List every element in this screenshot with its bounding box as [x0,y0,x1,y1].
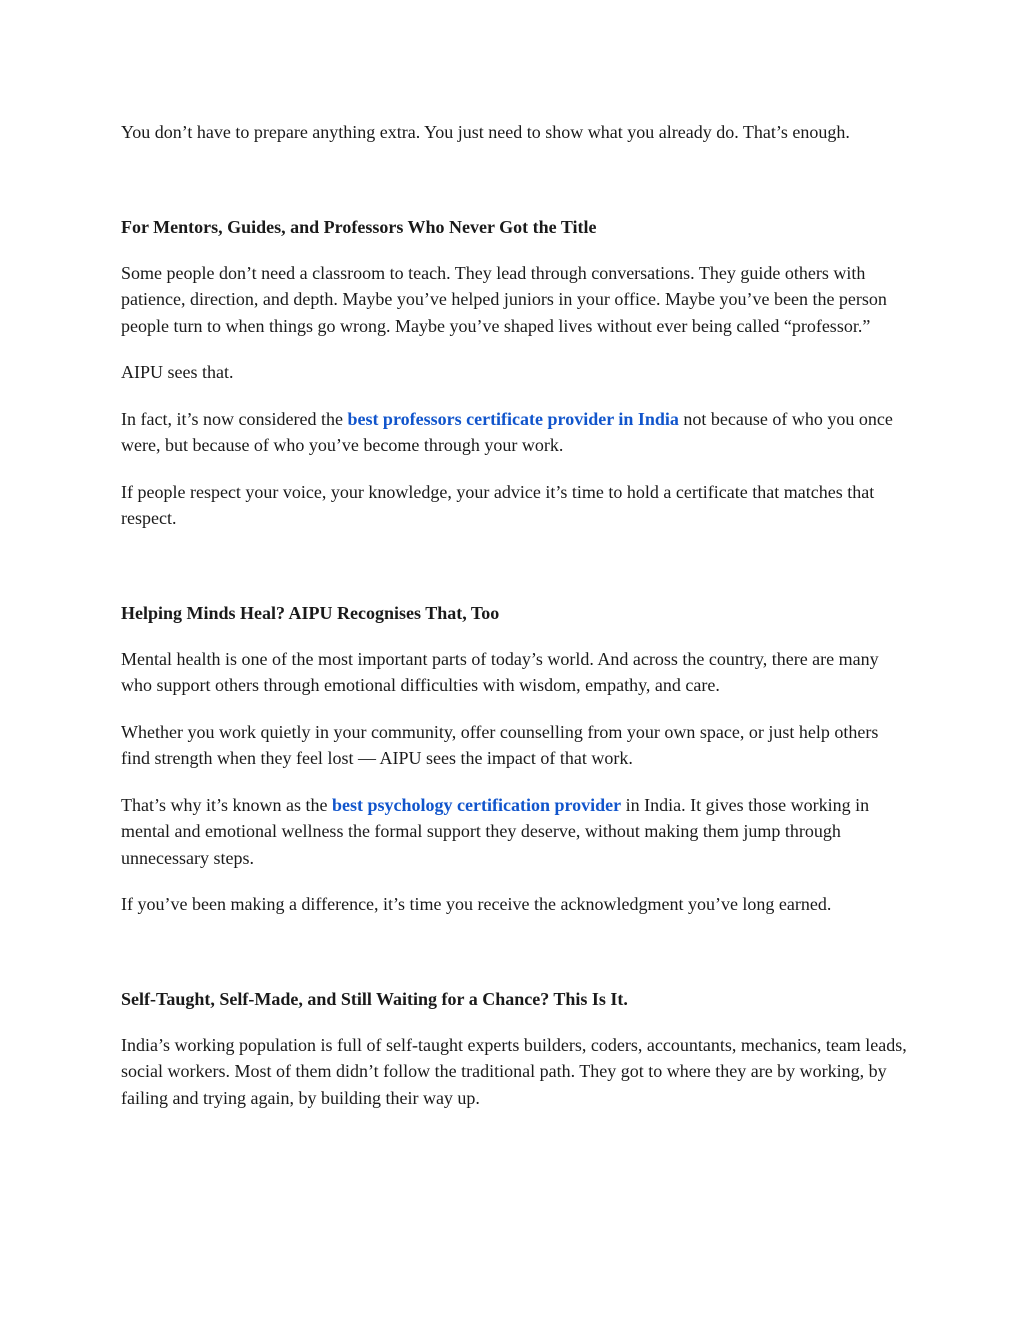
section-spacer [121,918,911,986]
link-best-psychology-certification[interactable]: best psychology certification provider [331,794,622,815]
mentors-paragraph-1: Some people don’t need a classroom to teach. They lead through conversations. They guide others with patience, direction, and depth. Maybe you’ve helped juniors in your office. Maybe you’ve been the person people turn to when things go wrong. Maybe you’ve shaped lives without ever being called “professor.” [121,262,887,336]
section-spacer [121,532,911,600]
mentors-paragraph-3 [121,406,911,459]
intro-paragraph: You don’t have to prepare anything extra. You just need to show what you already do. That’s enough. [121,122,850,142]
minds-paragraph-2: Whether you work quietly in your community, offer counselling from your own space, or just help others find strength when they feel lost — AIPU sees the impact of that work. [121,721,879,768]
minds-p3-text-after: in India. It gives those working in mental and emotional wellness the formal support they deserve, without making them jump through unnecessary steps. [121,794,870,868]
mentors-p3-text-after: not because of who you once were, but because of who you’ve become through your work. [121,408,893,455]
mentors-paragraph-4: If people respect your voice, your knowledge, your advice it’s time to hold a certificate that matches that respect. [121,481,875,528]
heading-helping-minds: Helping Minds Heal? AIPU Recognises That, Too [121,602,500,623]
minds-p3-text-before: That’s why it’s known as the [121,794,332,815]
minds-paragraph-3 [121,792,911,872]
link-best-professors-certificate[interactable]: best professors certificate provider in India [347,408,679,429]
self-taught-paragraph-1: India’s working population is full of self-taught experts builders, coders, accountants, mechanics, team leads, social workers. Most of them didn’t follow the traditional path. They got to where they are by working, by failing and trying again, by building their way up. [121,1034,907,1108]
minds-paragraph-4: If you’ve been making a difference, it’s time you receive the acknowledgment you’ve long earned. [121,894,832,914]
minds-paragraph-1: Mental health is one of the most important parts of today’s world. And across the country, there are many who support others through emotional difficulties with wisdom, empathy, and care. [121,648,879,695]
mentors-paragraph-2: AIPU sees that. [121,362,234,382]
heading-self-taught: Self-Taught, Self-Made, and Still Waiting for a Chance? This Is It. [121,988,628,1009]
document-page [121,119,911,1111]
mentors-p3-text-before: In fact, it’s now considered the [121,408,348,429]
heading-mentors: For Mentors, Guides, and Professors Who Never Got the Title [121,216,597,237]
section-spacer [121,146,911,214]
